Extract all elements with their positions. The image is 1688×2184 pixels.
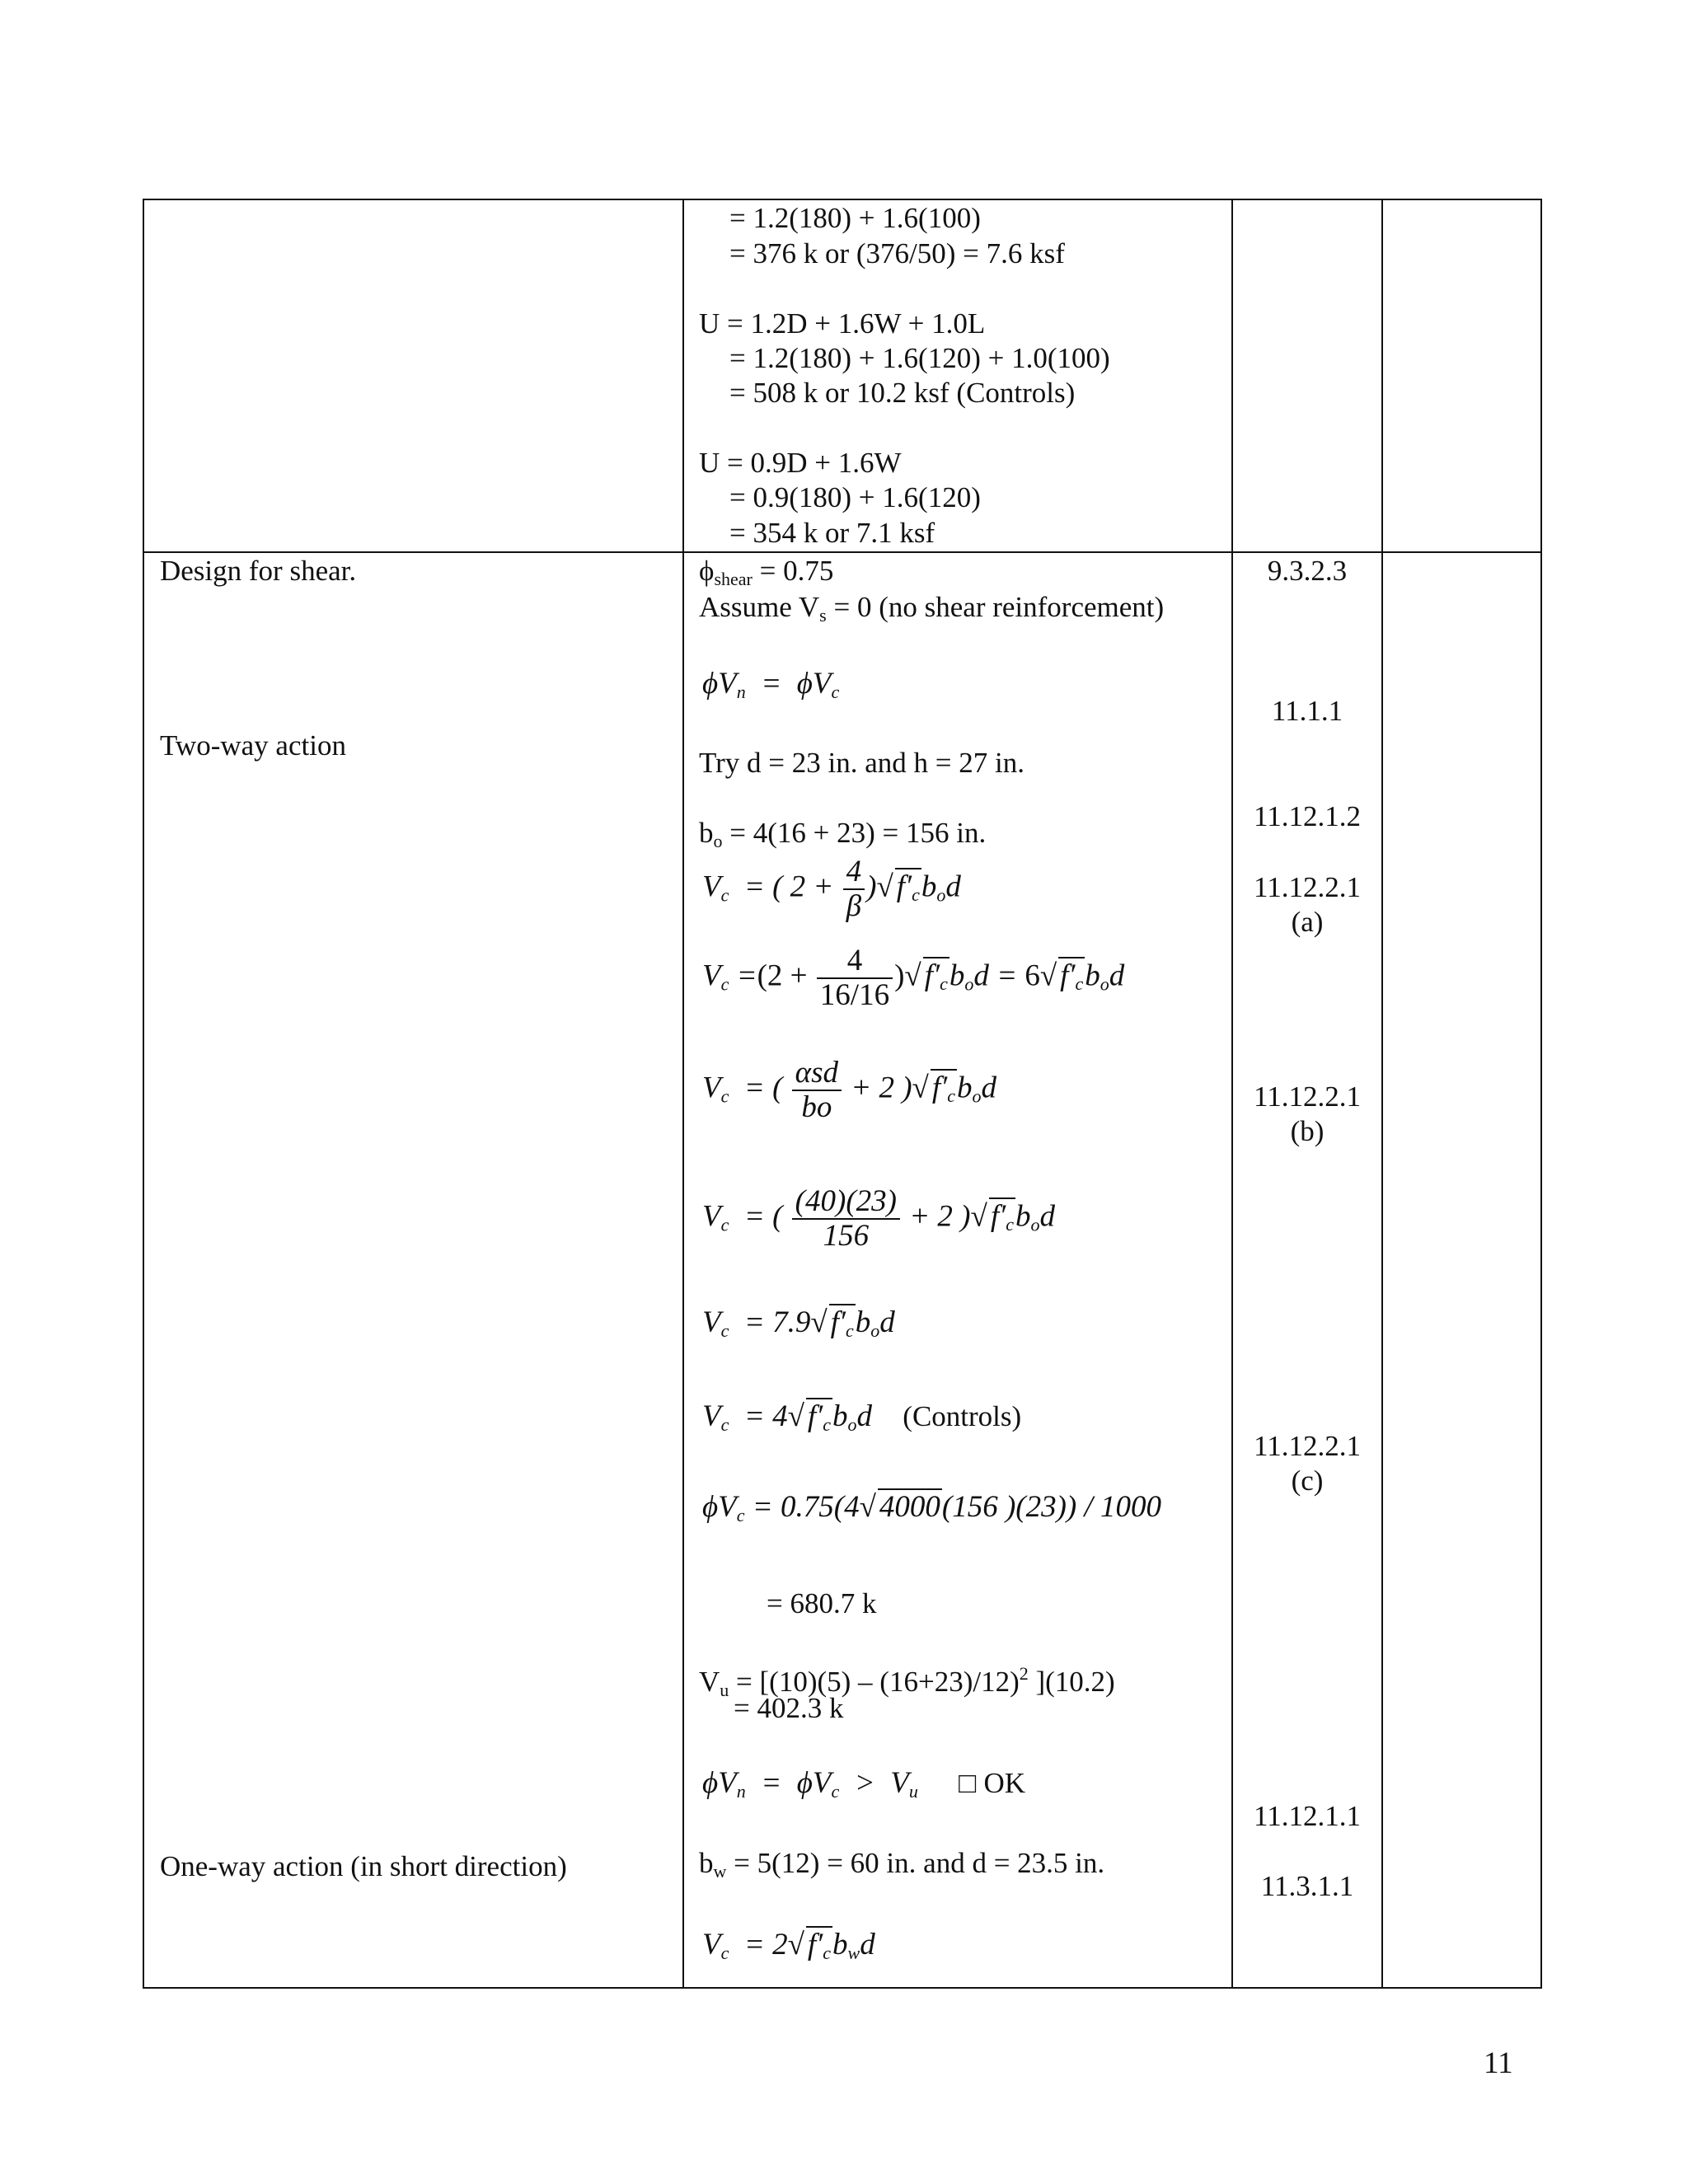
eq-vc-79: $V_c = 7.9√$ $f'_cb_od$ (702, 1305, 895, 1341)
ref-11-12-2-1-b: 11.12.2.1 (1254, 1080, 1361, 1113)
eq-vc-one-way: $V_c = 2√$ $f'_cb_wd$ (702, 1928, 875, 1963)
load-combo-u2: U = 1.2D + 1.6W + 1.0L (699, 307, 986, 340)
bw-line: $b_w = 5(12) = 60$ in. and d = 23.5 in. (699, 1847, 1105, 1882)
eq-vc-beta: $V_c$ = ( 2 + $\frac{4}{\beta}$ )√ $f'_cb_od$ (702, 855, 961, 923)
load-line-1: = 1.2(180) + 1.6(100) (729, 202, 981, 234)
ref-b: (b) (1290, 1115, 1325, 1147)
assume-vs-line: Assume $V_s = 0$ (no shear reinforcement) (699, 591, 1165, 626)
page-number: 11 (1484, 2046, 1513, 2080)
one-way-action-label: One-way action (in short direction) (160, 1850, 567, 1882)
eq-phivn-phivc: $\phi V_n = \phi V_c$ (702, 667, 840, 702)
eq-phivn-check: $\phi V_n = \phi V_c > V_u$ □ OK (702, 1766, 1026, 1802)
load-line-4: = 1.2(180) + 1.6(120) + 1.0(100) (729, 342, 1110, 374)
ref-11-12-1-2: 11.12.1.2 (1254, 800, 1361, 832)
try-d-line: Try d = 23 in. and h = 27 in. (699, 747, 1025, 779)
two-way-action-label: Two-way action (160, 729, 346, 762)
load-line-5: = 508 k or 10.2 ksf (Controls) (729, 377, 1076, 409)
load-line-2: = 376 k or (376/50) = 7.6 ksf (729, 237, 1065, 269)
missing-glyph-icon: □ (959, 1767, 977, 1799)
ref-c: (c) (1291, 1465, 1324, 1497)
design-for-shear-label: Design for shear. (160, 555, 357, 587)
vu-line: $V_u = [(10)(5) - (16+23)/12)^2$ ](10.2) (699, 1663, 1115, 1700)
vu-result: = 402.3 k (734, 1692, 844, 1724)
ref-9-3-2-3: 9.3.2.3 (1267, 555, 1348, 587)
ref-11-1-1: 11.1.1 (1271, 695, 1343, 727)
ref-11-12-2-1-a: 11.12.2.1 (1254, 871, 1361, 903)
eq-vc-16: $V_c =(2$ + $\frac{4}{16/16}$ )√ $f'_cb_od = 6√$ $f'_cb_od$ (702, 944, 1125, 1012)
load-line-7: = 0.9(180) + 1.6(120) (729, 481, 981, 513)
eq-vc-4-controls: $V_c = 4√$ $f'_cb_od$ (Controls) (702, 1399, 1022, 1435)
load-line-8: = 354 k or 7.1 ksf (729, 517, 935, 549)
bo-line: $b_o = 4(16 + 23) = 156$ in. (699, 817, 987, 851)
ref-a: (a) (1291, 906, 1324, 938)
ref-11-12-2-1-c: 11.12.2.1 (1254, 1430, 1361, 1462)
eq-phivc-numeric: $\phi V_c = 0.75(4√$ 4000(156 )(23)) / 1000 (702, 1490, 1162, 1526)
phi-shear-line: $\phi_{shear} = 0.75$ (699, 555, 834, 589)
ref-11-3-1-1: 11.3.1.1 (1260, 1870, 1354, 1902)
eq-vc-alpha: $V_c$ = ( αsd bo + 2 )√ $f'_cb_od$ (702, 1056, 996, 1124)
eq-vc-40: $V_c$ = ( $\frac{(40)(23)}{156}$ + 2 )√ $f'_cb_od$ (702, 1184, 1055, 1253)
ref-11-12-1-1: 11.12.1.1 (1254, 1800, 1361, 1832)
load-combo-u3: U = 0.9D + 1.6W (699, 447, 902, 479)
phivc-result: = 680.7 k (767, 1587, 877, 1619)
